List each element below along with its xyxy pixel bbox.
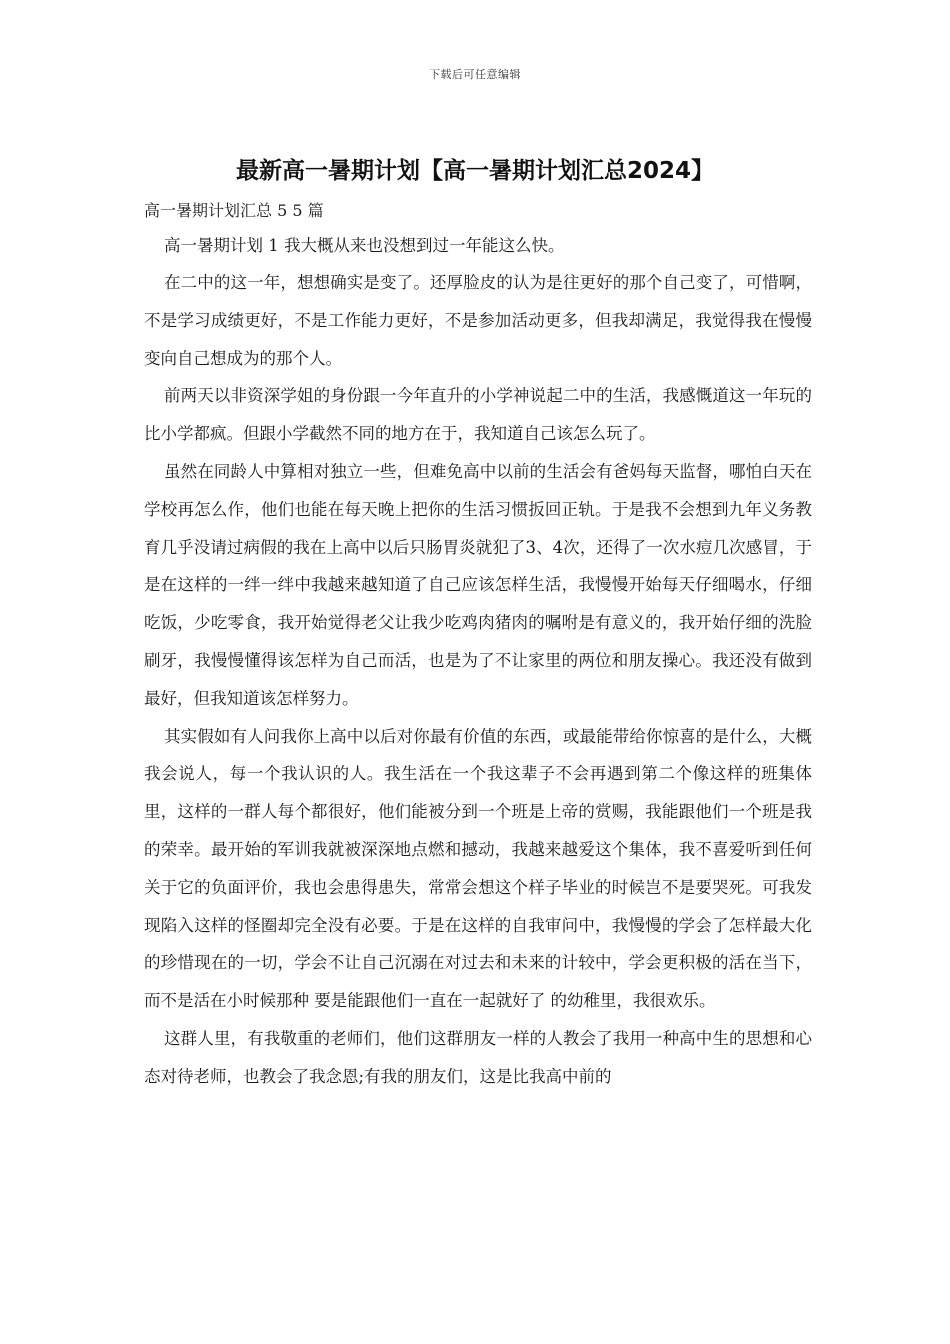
paragraph-5: 其实假如有人问我你上高中以后对你最有价值的东西，或最能带给你惊喜的是什么，大概我会说人，每一个我认识的人。我生活在一个我这辈子不会再遇到第二个像这样的班集体里，这样的一群人每个都很好，他们能被分到一个班是上帝的赏赐，我能跟他们一个班是我的荣幸。最开始的军训我就被深深地点燃和撼动，我越来越爱这个集体，我不喜爱听到任何关于它的负面评价，我也会患得患失，常常会想这个样子毕业的时候岂不是要哭死。可我发现陷入这样的怪圈却完全没有必要。于是在这样的自我审问中，我慢慢的学会了怎样最大化的珍惜现在的一切，学会不让自己沉溺在对过去和未来的计较中，学会更积极的活在当下，而不是活在小时候那种 要是能跟他们一直在一起就好了 的幼稚里，我很欢乐。 [144, 726, 812, 1011]
document-title: 最新高一暑期计划【高一暑期计划汇总2024】 [235, 158, 714, 184]
paragraph-3: 前两天以非资深学姐的身份跟一今年直升的小学神说起二中的生活，我感慨道这一年玩的比小学都疯。但跟小学截然不同的地方在于，我知道自己该怎么玩了。 [144, 386, 812, 444]
paragraph-4: 虽然在同龄人中算相对独立一些，但难免高中以前的生活会有爸妈每天监督，哪怕白天在学校再怎么作，他们也能在每天晚上把你的生活习惯扳回正轨。于是我不会想到九年义务教育几乎没请过病假的我在上高中以后只肠胃炎就犯了3、4次，还得了一次水痘几次感冒，于是在这样的一绊一绊中我越来越知道了自己应该怎样生活，我慢慢开始每天仔细喝水，仔细吃饭，少吃零食，我开始觉得老父让我少吃鸡肉猪肉的嘱咐是有意义的，我开始仔细的洗脸刷牙，我慢慢懂得该怎样为自己而活，也是为了不让家里的两位和朋友操心。我还没有做到最好，但我知道该怎样努力。 [144, 461, 812, 708]
document-body [144, 196, 812, 1096]
header-note: 下载后可任意编辑 [429, 68, 521, 81]
document-subtitle: 高一暑期计划汇总 5 5 篇 [144, 201, 324, 220]
paragraph-1: 高一暑期计划 1 我大概从来也没想到过一年能这么快。 [164, 236, 565, 255]
paragraph-6: 这群人里，有我敬重的老师们，他们这群朋友一样的人教会了我用一种高中生的思想和心态对待老师，也教会了我念恩;有我的朋友们，这是比我高中前的 [144, 1028, 812, 1086]
paragraph-2: 在二中的这一年，想想确实是变了。还厚脸皮的认为是往更好的那个自己变了，可惜啊，不是学习成绩更好，不是工作能力更好，不是参加活动更多，但我却满足，我觉得我在慢慢变向自己想成为的那个人。 [144, 273, 812, 368]
